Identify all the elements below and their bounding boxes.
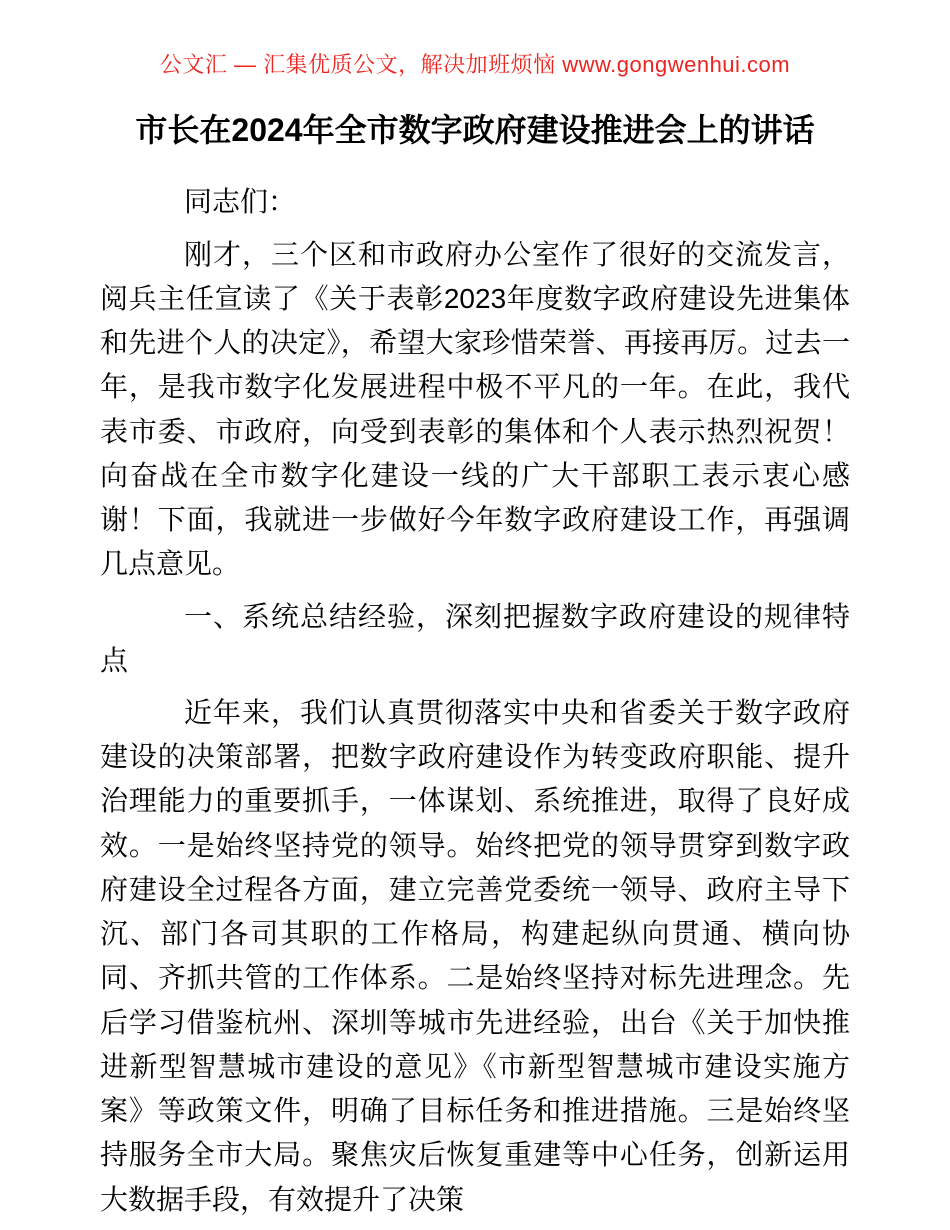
document-body <box>0 154 950 1221</box>
paragraph: 同志们： <box>184 186 297 218</box>
section-heading: 一、系统总结经验，深刻把握数字政府建设的规律特点 <box>100 600 850 676</box>
paragraph: 刚才，三个区和市政府办公室作了很好的交流发言，阅兵主任宣读了《关于表彰2023年度数字政府建设先进集体和先进个人的决定》，希望大家珍惜荣誉、再接再厉。过去一年，是我市数字化发展进程中极不平凡的一年。在此，我代表市委、市政府，向受到表彰的集体和个人表示热烈祝贺！向奋战在全市数字化建设一线的广大干部职工表示衷心感谢！下面，我就进一步做好今年数字政府建设工作，再强调几点意见。 <box>100 238 850 580</box>
watermark-text: 公文汇 — 汇集优质公文，解决加班烦恼 www.gongwenhui.com <box>159 52 791 77</box>
paragraph: 近年来，我们认真贯彻落实中央和省委关于数字政府建设的决策部署，把数字政府建设作为转变政府职能、提升治理能力的重要抓手，一体谋划、系统推进，取得了良好成效。一是始终坚持党的领导。始终把党的领导贯穿到数字政府建设全过程各方面，建立完善党委统一领导、政府主导下沉、部门各司其职的工作格局，构建起纵向贯通、横向协同、齐抓共管的工作体系。二是始终坚持对标先进理念。先后学习借鉴杭州、深圳等城市先进经验，出台《关于加快推进新型智慧城市建设的意见》《市新型智慧城市建设实施方案》等政策文件，明确了目标任务和推进措施。三是始终坚持服务全市大局。聚焦灾后恢复重建等中心任务，创新运用大数据手段，有效提升了决策 <box>100 696 850 1215</box>
document-title: 市长在2024年全市数字政府建设推进会上的讲话 <box>135 112 815 149</box>
site-watermark <box>0 0 950 78</box>
